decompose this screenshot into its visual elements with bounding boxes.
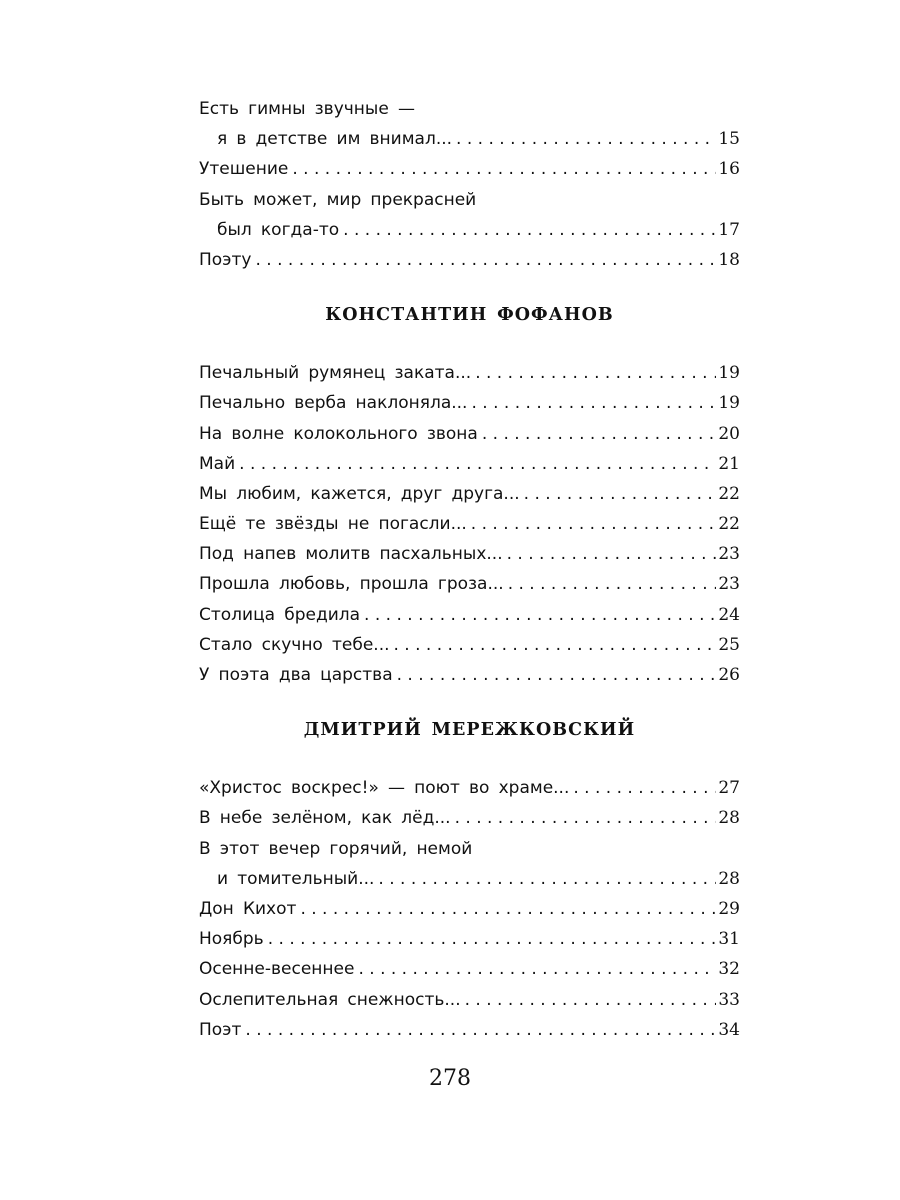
dot-leader <box>268 924 717 954</box>
toc-entry-title: Дон Кихот <box>199 898 297 919</box>
toc-entry-page: 22 <box>718 514 740 535</box>
toc-entry-page: 29 <box>718 898 740 919</box>
toc-entry-title: и томительный... <box>217 868 375 889</box>
toc-entry <box>199 215 740 245</box>
toc-entry <box>199 245 740 275</box>
dot-leader <box>482 419 717 449</box>
toc-entry <box>199 630 740 660</box>
toc-entry <box>199 660 740 690</box>
toc-entry <box>199 94 740 124</box>
dot-leader <box>471 388 716 418</box>
dot-leader <box>255 245 716 275</box>
toc-entry-title: Поэту <box>199 249 252 270</box>
dot-leader <box>471 509 717 539</box>
toc-entry-title: Ноябрь <box>199 929 264 950</box>
toc-entry <box>199 449 740 479</box>
toc-entry-title: Поэт <box>199 1019 242 1040</box>
dot-leader <box>455 803 717 833</box>
toc-entry-page: 26 <box>718 665 740 685</box>
toc-entry-page: 22 <box>718 483 740 504</box>
toc-entry-title: Ещё те звёзды не погасли... <box>199 514 467 535</box>
dot-leader <box>456 124 716 154</box>
toc-entry-title: В небе зелёном, как лёд... <box>199 808 451 829</box>
dot-leader <box>245 1015 716 1045</box>
toc-entry-page: 18 <box>718 249 740 270</box>
section-heading: КОНСТАНТИН ФОФАНОВ <box>325 305 614 326</box>
toc-entry-title: В этот вечер горячий, немой <box>199 838 473 859</box>
toc-entry <box>199 388 740 418</box>
dot-leader <box>397 660 717 690</box>
toc-entry <box>199 924 740 954</box>
dot-leader <box>364 600 716 630</box>
toc-entry <box>199 539 740 569</box>
toc-entry <box>199 185 740 215</box>
toc-entry-title: На волне колокольного звона <box>199 423 478 444</box>
dot-leader <box>300 894 716 924</box>
toc-entry-page: 17 <box>718 219 740 240</box>
toc-entry <box>199 1015 740 1045</box>
toc-entry-title: я в детстве им внимал... <box>217 129 453 150</box>
toc-entry-title: Под напев молитв пасхальных... <box>199 544 503 565</box>
dot-leader <box>358 954 716 984</box>
toc-entry-page: 28 <box>718 868 740 889</box>
page-number: 278 <box>429 1066 471 1091</box>
toc-entry-title: Быть может, мир прекрасней <box>199 189 477 210</box>
dot-leader <box>292 154 716 184</box>
toc-entry <box>199 894 740 924</box>
toc-entry-page: 21 <box>718 453 740 474</box>
dot-leader <box>573 773 716 803</box>
toc-entry <box>199 124 740 154</box>
toc-entry-title: был когда-то <box>217 219 340 240</box>
dot-leader <box>465 985 717 1015</box>
toc-entry <box>199 834 740 864</box>
toc-entry-title: У поэта два царства <box>199 665 393 685</box>
toc-entry <box>199 419 740 449</box>
toc-entry-page: 27 <box>718 778 740 799</box>
toc-entry-title: «Христос воскрес!» — поют во храме... <box>199 778 570 799</box>
toc-entry-page: 23 <box>718 544 740 565</box>
dot-leader <box>508 569 717 599</box>
toc-entry <box>199 803 740 833</box>
toc-entry-page: 19 <box>718 363 740 384</box>
toc-entry <box>199 600 740 630</box>
toc-entry-title: Печально верба наклоняла... <box>199 393 468 414</box>
toc-entry <box>199 985 740 1015</box>
toc-entry-page: 23 <box>718 574 740 595</box>
toc-entry-title: Ослепительная снежность... <box>199 989 461 1010</box>
toc-entry-title: Май <box>199 453 236 474</box>
toc-entry <box>199 154 740 184</box>
toc-entry-title: Мы любим, кажется, друг друга... <box>199 483 520 504</box>
toc-entry <box>199 358 740 388</box>
dot-leader <box>475 358 716 388</box>
toc-entry-title: Прошла любовь, прошла гроза... <box>199 574 504 595</box>
toc-entry-page: 16 <box>718 159 740 180</box>
dot-leader <box>378 864 716 894</box>
toc-entry-page: 19 <box>718 393 740 414</box>
dot-leader <box>394 630 717 660</box>
toc-entry-title: Утешение <box>199 159 289 180</box>
dot-leader <box>524 479 717 509</box>
toc-entry <box>199 954 740 984</box>
toc-entry-page: 32 <box>718 959 740 980</box>
toc-entry-title: Столица бредила <box>199 604 361 625</box>
table-of-contents <box>199 94 740 1045</box>
dot-leader <box>239 449 716 479</box>
dot-leader <box>343 215 716 245</box>
toc-entry <box>199 773 740 803</box>
toc-entry-page: 31 <box>718 929 740 950</box>
dot-leader <box>507 539 717 569</box>
toc-entry-title: Стало скучно тебе... <box>199 634 390 655</box>
toc-entry <box>199 509 740 539</box>
toc-entry-title: Печальный румянец заката... <box>199 363 472 384</box>
toc-entry-page: 33 <box>718 989 740 1010</box>
toc-entry-page: 28 <box>718 808 740 829</box>
toc-entry-page: 20 <box>718 423 740 444</box>
toc-entry-title: Есть гимны звучные — <box>199 99 415 119</box>
section-heading: ДМИТРИЙ МЕРЕЖКОВСКИЙ <box>303 720 636 741</box>
toc-entry <box>199 479 740 509</box>
toc-entry-page: 25 <box>718 634 740 655</box>
toc-entry-page: 24 <box>718 604 740 625</box>
toc-entry <box>199 569 740 599</box>
toc-entry-page: 15 <box>718 129 740 150</box>
toc-entry <box>199 864 740 894</box>
toc-entry-page: 34 <box>718 1019 740 1040</box>
toc-entry-title: Осенне-весеннее <box>199 959 355 980</box>
